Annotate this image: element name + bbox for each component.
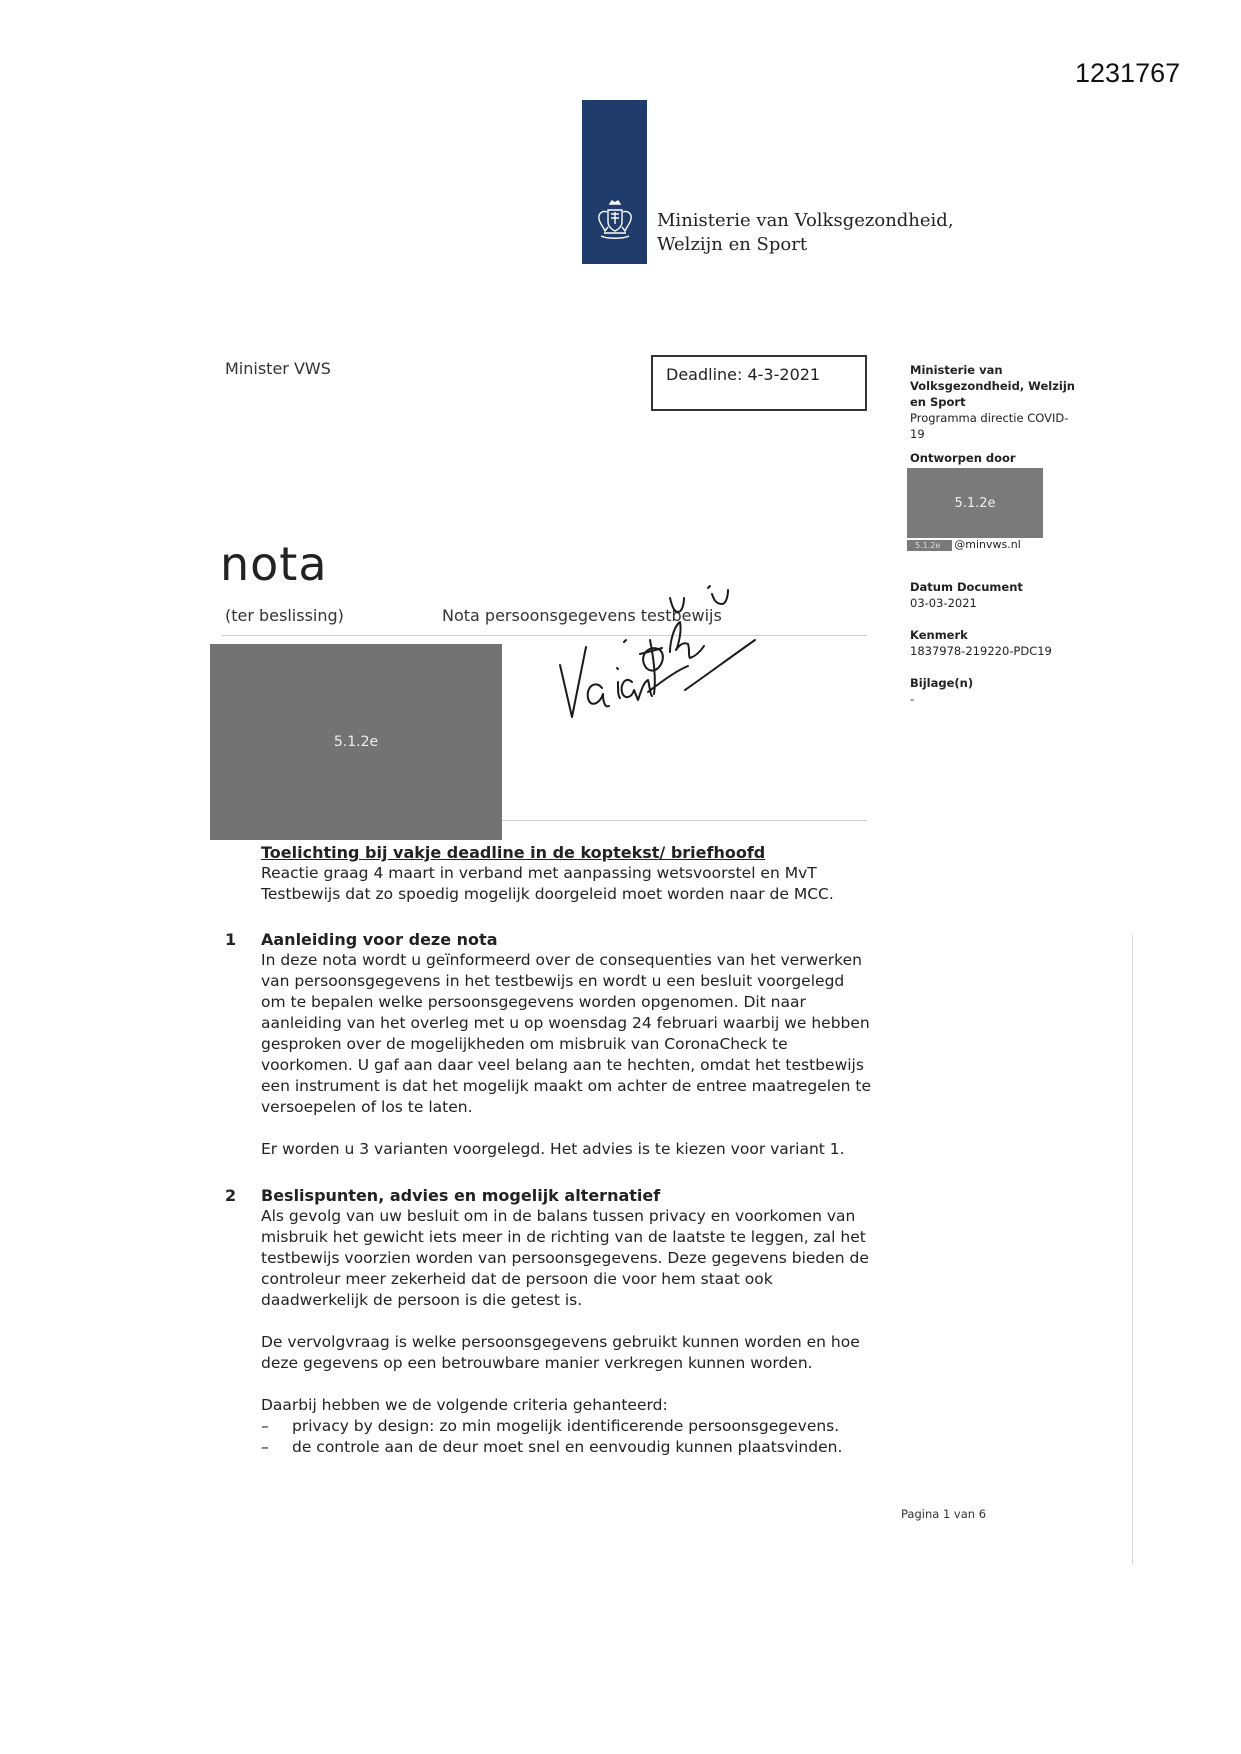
coat-of-arms-icon (592, 198, 638, 244)
ministry-name-line1: Ministerie van Volksgezondheid, (657, 210, 954, 231)
sidebar-metadata (910, 362, 1085, 466)
ministry-name (657, 209, 954, 257)
section-2-heading: Beslispunten, advies en mogelijk alternatief (261, 1186, 661, 1205)
section-1-line: van persoonsgegevens in het testbewijs en wordt u een besluit voorgelegd (261, 972, 845, 990)
redaction-block-main (210, 644, 502, 840)
redaction-code: 5.1.2e (333, 734, 379, 750)
explanation-heading: Toelichting bij vakje deadline in de koptekst/ briefhoofd (261, 843, 766, 862)
page-title: nota (220, 537, 328, 591)
date-value: 03-03-2021 (910, 596, 977, 610)
section-1-advice: Er worden u 3 varianten voorgelegd. Het advies is te kiezen voor variant 1. (261, 1140, 845, 1158)
section-1-heading: Aanleiding voor deze nota (261, 930, 498, 949)
designed-by-label: Ontworpen door (910, 451, 1016, 465)
sidebar-org-sub1: Programma directie COVID- (910, 411, 1069, 425)
section-1-line: gesproken over de mogelijkheden om misbruik van CoronaCheck te (261, 1035, 788, 1053)
explanation-line: Testbewijs dat zo spoedig mogelijk doorgeleid moet worden naar de MCC. (261, 885, 834, 903)
section-1-line: om te bepalen welke persoonsgegevens worden opgenomen. Dit naar (261, 993, 806, 1011)
page-number: Pagina 1 van 6 (901, 1507, 987, 1521)
nota-subject: Nota persoonsgegevens testbewijs (442, 606, 722, 625)
section-1-number: 1 (225, 930, 237, 949)
section-1-line: een instrument is dat het mogelijk maakt om achter de entree maatregelen te (261, 1077, 871, 1095)
section-2-line: Als gevolg van uw besluit om in de balans tussen privacy en voorkomen van (261, 1207, 856, 1225)
section-1-line: versoepelen of los te laten. (261, 1098, 473, 1116)
section-2-number: 2 (225, 1186, 237, 1205)
ministry-name-line2: Welzijn en Sport (657, 234, 808, 255)
sidebar-org-sub2: 19 (910, 427, 925, 441)
document-number: 1231767 (1075, 58, 1181, 88)
redaction-code: 5.1.2e (954, 495, 996, 511)
date-label: Datum Document (910, 580, 1023, 594)
section-2-line: controleur meer zekerheid dat de persoon die voor hem staat ook (261, 1270, 773, 1288)
section-2-line: testbewijs voorzien worden van persoonsgegevens. Deze gegevens bieden de (261, 1249, 869, 1267)
reference-value: 1837978-219220-PDC19 (910, 644, 1052, 658)
section-1-line: aanleiding van het overleg met u op woensdag 24 februari waarbij we hebben (261, 1014, 870, 1032)
reference-label: Kenmerk (910, 628, 968, 642)
scan-edge-line (1132, 935, 1133, 1565)
section-1-line: voorkomen. U gaf aan daar veel belang aan te hechten, omdat het testbewijs (261, 1056, 864, 1074)
redaction-block-sidebar (907, 468, 1043, 538)
email-suffix: @minvws.nl (954, 538, 1021, 551)
list-item: – privacy by design: zo min mogelijk identificerende persoonsgegevens. (261, 1416, 901, 1437)
nota-subtitle: (ter beslissing) (225, 606, 344, 625)
addressee: Minister VWS (225, 359, 331, 378)
sidebar-dates (910, 579, 1085, 707)
attachments-value: - (910, 692, 915, 706)
ministry-logo (582, 100, 647, 264)
attachments-label: Bijlage(n) (910, 676, 974, 690)
explanation-line: Reactie graag 4 maart in verband met aanpassing wetsvoorstel en MvT (261, 864, 817, 882)
section-2-body (261, 1206, 901, 1458)
criteria-intro: Daarbij hebben we de volgende criteria gehanteerd: (261, 1396, 668, 1414)
sidebar-org-line1: Ministerie van (910, 363, 1003, 377)
section-2-line: daadwerkelijk de persoon is die getest is. (261, 1291, 583, 1309)
sidebar-org-line3: en Sport (910, 395, 966, 409)
sidebar-org-line2: Volksgezondheid, Welzijn (910, 379, 1075, 393)
section-2-para2-line: De vervolgvraag is welke persoonsgegevens gebruikt kunnen worden en hoe (261, 1333, 860, 1351)
section-2-line: misbruik het gewicht iets meer in de richting van de laatste te leggen, zal het (261, 1228, 866, 1246)
criteria-list (261, 1416, 901, 1458)
handwritten-annotation (540, 570, 860, 780)
email-redaction: 5.1.2e (907, 540, 952, 551)
section-2-para2-line: deze gegevens op een betrouwbare manier verkregen kunnen worden. (261, 1354, 813, 1372)
author-email (907, 538, 1021, 551)
explanation-text (261, 863, 911, 905)
section-1-line: In deze nota wordt u geïnformeerd over de consequenties van het verwerken (261, 951, 862, 969)
deadline-box (651, 355, 867, 411)
list-item: – de controle aan de deur moet snel en eenvoudig kunnen plaatsvinden. (261, 1437, 901, 1458)
deadline-text: Deadline: 4-3-2021 (666, 365, 821, 384)
section-1-body (261, 950, 901, 1160)
